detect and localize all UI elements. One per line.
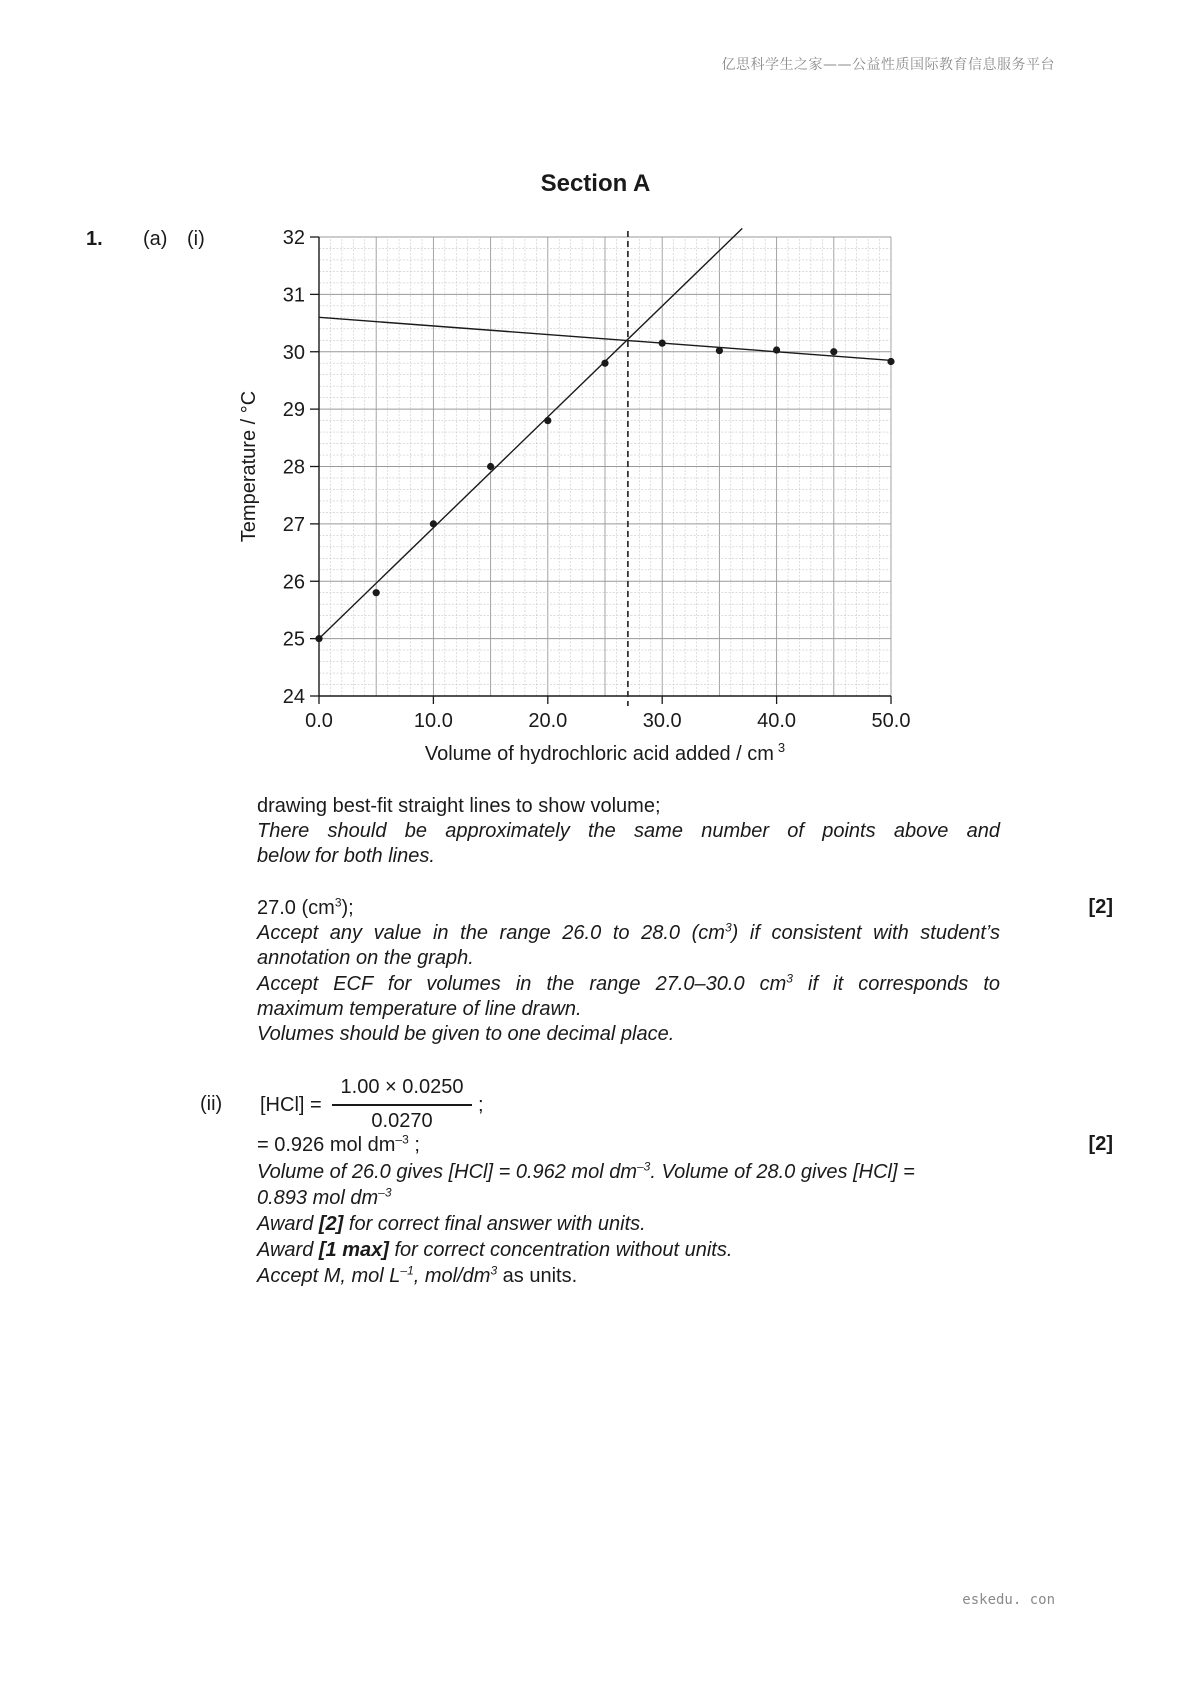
- answer-ii-mark: [2]: [1088, 1133, 1113, 1155]
- data-point: [430, 520, 437, 527]
- fraction-denominator: 0.0270: [371, 1110, 433, 1132]
- data-point: [716, 347, 723, 354]
- answer-i-mark: [2]: [1088, 896, 1113, 918]
- data-point: [887, 358, 894, 365]
- data-point: [830, 348, 837, 355]
- answer-ii-note1: Volume of 26.0 gives [HCl] = 0.962 mol $dm^{-3}$. Volume of 28.0 gives [HCl] =: [257, 1159, 915, 1183]
- data-point: [773, 346, 780, 353]
- answer-ii-note2: 0.893 mol $dm^{-3}$: [257, 1185, 392, 1209]
- footer-watermark: eskedu. con: [962, 1592, 1055, 1608]
- y-tick-label: 29: [282, 399, 305, 422]
- question-part: (a): [143, 228, 168, 250]
- fraction-lhs: [HCl] =: [260, 1094, 322, 1116]
- x-tick-label: 20.0: [528, 710, 568, 732]
- x-axis-label: Volume of hydrochloric acid added / cm $^3$: [424, 740, 786, 765]
- data-point: [601, 360, 608, 367]
- answer-ii-accept-units: Accept M, mol $L^{-1}$, mol/$dm^3$ as units.: [257, 1263, 578, 1287]
- y-tick-label: 32: [282, 227, 305, 249]
- data-point: [544, 417, 551, 424]
- chart-axes: [310, 237, 891, 704]
- y-tick-label: 25: [282, 628, 305, 651]
- answer-i-note-line2: below for both lines.: [257, 845, 435, 867]
- x-tick-label: 40.0: [757, 710, 797, 732]
- answer-i-accept1: Accept any value in the range 26.0 to 28.0 $(cm^3)$ if consistent with student’s: [257, 920, 1000, 944]
- y-tick-label: 30: [282, 341, 305, 364]
- y-tick-label: 26: [282, 571, 305, 594]
- answer-i-value: 27.0 $(cm^3)$;: [257, 895, 354, 919]
- answer-ii-award2: Award [1 max] for correct concentration without units.: [257, 1239, 733, 1261]
- data-point: [315, 635, 322, 642]
- answer-i-line1: drawing best-fit straight lines to show volume;: [257, 795, 661, 817]
- data-point: [487, 463, 494, 470]
- fraction-semicolon: ;: [478, 1094, 484, 1116]
- x-tick-label: 30.0: [642, 710, 682, 732]
- x-tick-label: 0.0: [305, 710, 333, 732]
- best-fit-line-1: [319, 228, 742, 638]
- x-tick-label: 10.0: [413, 710, 453, 732]
- data-point: [373, 589, 380, 596]
- section-title: Section A: [540, 170, 651, 197]
- fraction-numerator: 1.00 × 0.0250: [340, 1076, 464, 1098]
- x-tick-label: 50.0: [871, 710, 911, 732]
- answer-i-accept3: Volumes should be given to one decimal place.: [257, 1023, 675, 1045]
- y-tick-label: 31: [282, 284, 305, 307]
- y-tick-label: 24: [282, 686, 305, 708]
- y-tick-label: 27: [282, 513, 305, 536]
- question-subpart-i: (i): [187, 228, 205, 250]
- answer-i-accept2: Accept ECF for volumes in the range 27.0–30.0 $cm^3$ if it corresponds to: [257, 971, 1000, 995]
- answer-ii-award1: Award [2] for correct final answer with units.: [257, 1213, 646, 1235]
- data-point: [659, 340, 666, 347]
- answer-i-accept2-line2: maximum temperature of line drawn.: [257, 998, 582, 1020]
- fraction-bar: [332, 1104, 472, 1106]
- chart-grid: [319, 237, 891, 696]
- y-tick-label: 28: [282, 456, 305, 479]
- temperature-volume-chart: [0, 0, 1191, 780]
- answer-i-accept1-line2: annotation on the graph.: [257, 947, 474, 969]
- answer-ii-result: = 0.926 mol $dm^{-3}$ ;: [257, 1132, 420, 1156]
- y-axis-label: Temperature / °C: [238, 390, 260, 543]
- question-subpart-ii: (ii): [200, 1093, 223, 1115]
- answer-i-note-line1: There should be approximately the same number of points above and: [257, 820, 1000, 842]
- question-number: 1.: [86, 228, 103, 250]
- header-watermark: 亿思科学生之家——公益性质国际教育信息服务平台: [721, 57, 1055, 73]
